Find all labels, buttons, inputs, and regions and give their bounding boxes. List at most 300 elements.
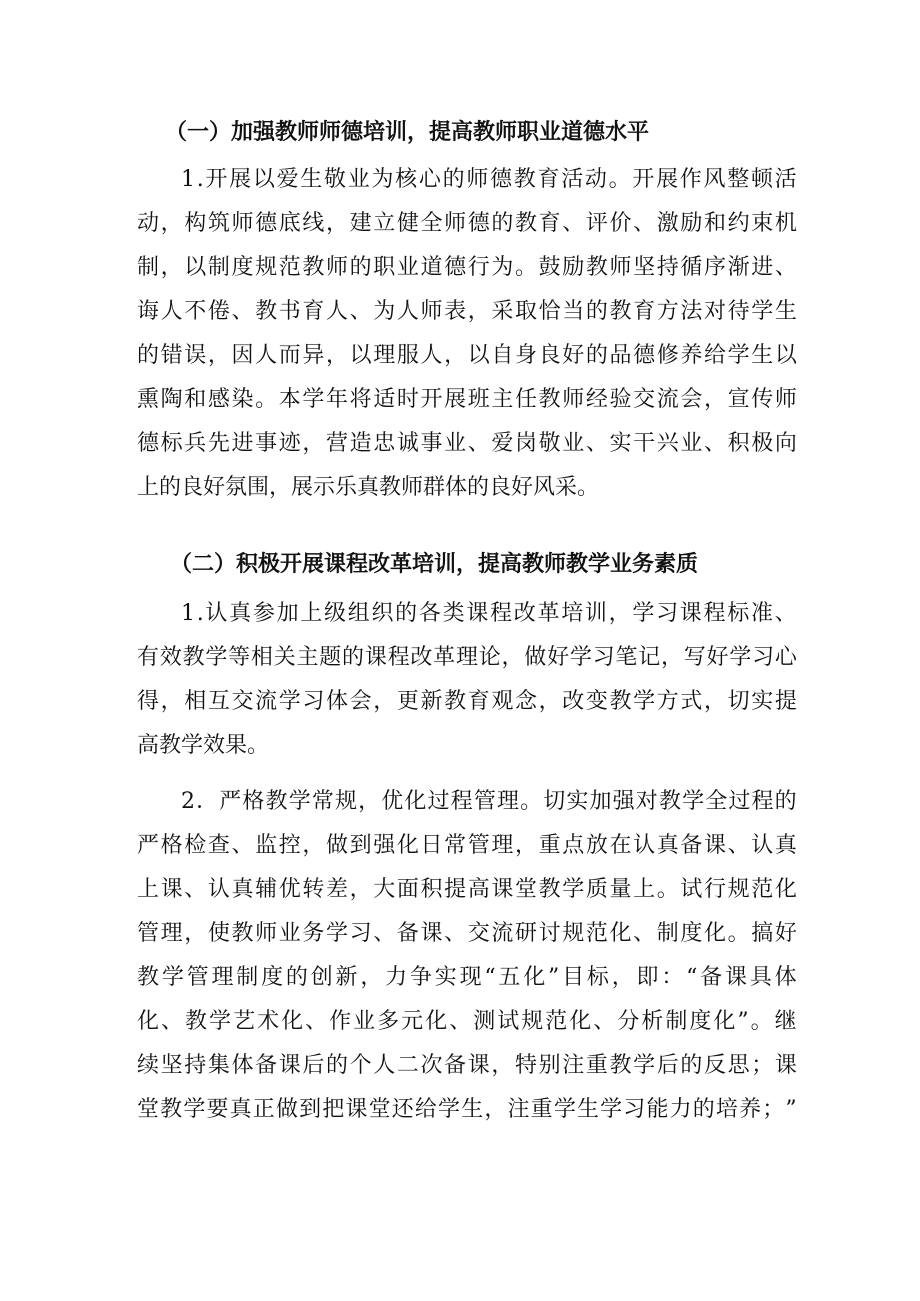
line-char: 笔 <box>615 645 638 670</box>
line-char: ， <box>704 387 727 412</box>
line-char: 监 <box>255 833 278 858</box>
line-char: 范 <box>545 1009 568 1034</box>
line-char: 将 <box>349 387 372 412</box>
line-char: 行 <box>704 877 727 902</box>
line-char: 方 <box>656 299 679 324</box>
line-char: ， <box>184 921 207 946</box>
line-char: 重 <box>530 1097 553 1122</box>
line-char: 流 <box>491 921 514 946</box>
line-char: 课 <box>725 965 748 990</box>
line-char: 各 <box>418 601 441 626</box>
line-char: ； <box>762 1097 785 1122</box>
line-char: 1 <box>181 167 195 192</box>
line-char: 。 <box>515 255 538 280</box>
line-char: 制 <box>137 255 160 280</box>
line-char: 好 <box>706 645 729 670</box>
line-char: 重 <box>585 1053 608 1078</box>
line-char: 真 <box>656 833 679 858</box>
line-char: 优 <box>278 877 301 902</box>
line-char: 渐 <box>727 255 750 280</box>
line-char: 度 <box>680 921 703 946</box>
line-char: 师 <box>420 299 443 324</box>
line-char: 、 <box>774 255 797 280</box>
line-char: 常 <box>311 789 334 814</box>
line-char: ， <box>160 689 183 714</box>
line-char: 标 <box>586 965 609 990</box>
line-char: 分 <box>617 1009 640 1034</box>
line-char: 书 <box>278 299 301 324</box>
line-char: 采 <box>491 299 514 324</box>
line-char: 活 <box>774 167 797 192</box>
line-char: 习 <box>656 601 679 626</box>
line-char: 习 <box>752 645 775 670</box>
line-char: 人 <box>255 343 278 368</box>
line-char: 得 <box>137 689 160 714</box>
line-char: 敬 <box>324 167 347 192</box>
line-char: 待 <box>727 299 750 324</box>
line-char: 、 <box>633 921 656 946</box>
line-char: 互 <box>207 689 230 714</box>
line-char: 优 <box>381 789 404 814</box>
line-char: 、 <box>467 431 490 456</box>
line-char: 到 <box>299 1097 322 1122</box>
line-char: 的 <box>774 789 797 814</box>
line-char: 管 <box>467 833 490 858</box>
line-char: 堂 <box>137 1097 160 1122</box>
line-char: 体 <box>774 965 797 990</box>
line-char: 不 <box>184 299 207 324</box>
line-char: 师 <box>562 387 585 412</box>
line-char: 把 <box>322 1097 345 1122</box>
line-char: 制 <box>236 965 259 990</box>
line-char: 。 <box>520 789 543 814</box>
line-char: 育 <box>302 299 325 324</box>
line-char: 敬 <box>538 431 561 456</box>
line-char: 、 <box>373 921 396 946</box>
line-char: 的 <box>137 343 160 368</box>
line-char: 真 <box>231 877 254 902</box>
line-char: 认 <box>207 877 230 902</box>
line-char: 教 <box>609 299 632 324</box>
line-char: 持 <box>656 255 679 280</box>
line-char: 筑 <box>207 211 230 236</box>
line-char: 习 <box>349 921 372 946</box>
line-char: 力 <box>669 1097 692 1122</box>
line-char: 标 <box>160 431 183 456</box>
line-char: 重 <box>538 833 561 858</box>
line-char: 生 <box>461 1097 484 1122</box>
line-char: 宣 <box>727 387 750 412</box>
line-char: 备 <box>700 965 723 990</box>
line-char: 极 <box>751 431 774 456</box>
line-char: 迹 <box>278 431 301 456</box>
line-char: 兴 <box>656 431 679 456</box>
line-char: 教 <box>515 211 538 236</box>
line-char: 建 <box>349 211 372 236</box>
line-char: ， <box>467 299 490 324</box>
line-char: 实 <box>566 789 589 814</box>
line-char: 教 <box>302 255 325 280</box>
paragraph-line <box>137 824 797 868</box>
line-char: ， <box>349 877 372 902</box>
line-char: 新 <box>420 689 443 714</box>
line-char: 主 <box>491 387 514 412</box>
line-char: 转 <box>302 877 325 902</box>
line-char: 查 <box>207 833 230 858</box>
line-char: 课 <box>160 877 183 902</box>
line-char: 交 <box>231 689 254 714</box>
line-char: 学 <box>633 689 656 714</box>
line-char: 、 <box>231 833 254 858</box>
line-char: 化 <box>281 1009 304 1034</box>
line-char: 培 <box>715 1097 738 1122</box>
line-char: 育 <box>537 167 560 192</box>
line-char: 师 <box>609 255 632 280</box>
line-char: 理 <box>491 833 514 858</box>
line-char: 任 <box>515 387 538 412</box>
paragraph-line <box>137 1000 797 1044</box>
line-char: 织 <box>371 601 394 626</box>
line-char: 管 <box>186 965 209 990</box>
line-char: 人 <box>420 343 443 368</box>
line-char: 异 <box>302 343 325 368</box>
line-char: 和 <box>704 211 727 236</box>
line-char: 心 <box>418 167 441 192</box>
line-char: 、 <box>444 921 467 946</box>
line-char: 等 <box>228 645 251 670</box>
line-char: 上 <box>137 877 160 902</box>
line-char: 到 <box>349 833 372 858</box>
line-char: 激 <box>656 211 679 236</box>
line-char: 范 <box>585 921 608 946</box>
line-char: 程 <box>703 601 726 626</box>
line-char: 班 <box>467 387 490 412</box>
line-char: 健 <box>396 211 419 236</box>
line-char: 别 <box>538 1053 561 1078</box>
line-char: 写 <box>683 645 706 670</box>
line-char: 程 <box>387 645 410 670</box>
line-char: 业 <box>396 255 419 280</box>
line-char: ， <box>491 1053 514 1078</box>
line-char: 多 <box>377 1009 400 1034</box>
line-char: 为 <box>371 167 394 192</box>
line-char: 组 <box>347 601 370 626</box>
line-char: 积 <box>727 431 750 456</box>
section-heading: （一）加强教师师德培训，提高教师职业道德水平 <box>165 119 650 145</box>
line-char: 而 <box>278 343 301 368</box>
paragraph <box>137 780 797 1132</box>
line-char: 师 <box>326 255 349 280</box>
line-char: 教 <box>609 1053 632 1078</box>
line-char: 规 <box>521 1009 544 1034</box>
line-char: 高 <box>467 877 490 902</box>
line-char: ” <box>785 1097 797 1122</box>
line-char: 化 <box>523 965 546 990</box>
line-char: 的 <box>342 645 365 670</box>
line-char: 育 <box>538 211 561 236</box>
line-char: 错 <box>160 343 183 368</box>
paragraph-line <box>137 1088 797 1132</box>
line-char: 线 <box>302 211 325 236</box>
line-char: 取 <box>515 299 538 324</box>
line-char: ， <box>373 689 396 714</box>
line-char: 坚 <box>160 1053 183 1078</box>
line-char: 化 <box>137 1009 160 1034</box>
line-char: 改 <box>410 645 433 670</box>
line-char: 学 <box>553 1097 576 1122</box>
line-char: 规 <box>334 789 357 814</box>
paragraph-line <box>137 422 797 466</box>
line-char: 化 <box>713 1009 736 1034</box>
line-char: ， <box>160 255 183 280</box>
line-char: 开 <box>420 387 443 412</box>
line-char: 式 <box>680 689 703 714</box>
line-char: 本 <box>278 387 301 412</box>
line-char: 以 <box>349 343 372 368</box>
line-char: 自 <box>491 343 514 368</box>
line-char: 学 <box>633 1053 656 1078</box>
line-char: 好 <box>774 921 797 946</box>
line-char: 范 <box>278 255 301 280</box>
line-char: 对 <box>704 299 727 324</box>
line-char: 化 <box>704 921 727 946</box>
line-char: 生 <box>774 299 797 324</box>
line-char: 年 <box>326 387 349 412</box>
line-char: 作 <box>679 167 702 192</box>
line-char: . <box>196 167 204 192</box>
line-char: 人 <box>373 1053 396 1078</box>
line-char: 事 <box>420 431 443 456</box>
line-char: 效 <box>159 645 182 670</box>
line-char: 经 <box>585 387 608 412</box>
line-char: 课 <box>467 1053 490 1078</box>
line-char: 学 <box>569 645 592 670</box>
line-char: 师 <box>444 211 467 236</box>
line-char: 生 <box>751 343 774 368</box>
line-char: 教 <box>185 1009 208 1034</box>
line-char: 爱 <box>276 167 299 192</box>
line-char: 实 <box>609 431 632 456</box>
line-char: 提 <box>774 689 797 714</box>
line-char: 理 <box>373 343 396 368</box>
line-char: 动 <box>137 211 160 236</box>
line-char: 题 <box>319 645 342 670</box>
line-char: 诚 <box>396 431 419 456</box>
line-char: 心 <box>774 645 797 670</box>
paragraph-line <box>137 202 797 246</box>
line-char: 体 <box>326 689 349 714</box>
line-char: 动 <box>584 167 607 192</box>
paragraph-line <box>137 466 797 510</box>
line-char: 德 <box>255 211 278 236</box>
paragraph-line <box>137 636 797 680</box>
line-char: 展 <box>229 167 252 192</box>
line-char: 、 <box>349 299 372 324</box>
line-char: 反 <box>704 1053 727 1078</box>
line-char: 教 <box>265 789 288 814</box>
line-char: ， <box>515 833 538 858</box>
line-char: 相 <box>250 645 273 670</box>
line-char: 讨 <box>538 921 561 946</box>
line-char: 强 <box>373 833 396 858</box>
line-char: 活 <box>561 167 584 192</box>
line-char: 续 <box>137 1053 160 1078</box>
line-char: 真 <box>229 1097 252 1122</box>
line-char: 师 <box>466 167 489 192</box>
line-char: 、 <box>449 1009 472 1034</box>
line-char: 业 <box>353 1009 376 1034</box>
line-char: 记 <box>638 645 661 670</box>
paragraph-line <box>137 956 797 1000</box>
line-char: 特 <box>515 1053 538 1078</box>
line-char: 切 <box>727 689 750 714</box>
line-char: 堂 <box>368 1097 391 1122</box>
line-char: 大 <box>373 877 396 902</box>
line-char: 师 <box>231 211 254 236</box>
line-char: 进 <box>231 431 254 456</box>
line-char: 课 <box>345 1097 368 1122</box>
paragraph-line <box>137 912 797 956</box>
line-char: 序 <box>704 255 727 280</box>
line-char: 表 <box>444 299 467 324</box>
line-char: 堂 <box>515 877 538 902</box>
line-char: 测 <box>473 1009 496 1034</box>
line-char: ， <box>704 689 727 714</box>
line-char: 体 <box>231 1053 254 1078</box>
line-char: 传 <box>751 387 774 412</box>
line-char: 养 <box>739 1097 762 1122</box>
line-char: 做 <box>524 645 547 670</box>
paragraph-line <box>137 780 797 824</box>
line-char: 级 <box>324 601 347 626</box>
line-char: 真 <box>229 601 252 626</box>
line-char: 提 <box>444 877 467 902</box>
line-char: 正 <box>252 1097 275 1122</box>
line-char: 、 <box>305 1009 328 1034</box>
line-char: ， <box>326 343 349 368</box>
line-char: 德 <box>137 431 160 456</box>
line-char: 认 <box>751 833 774 858</box>
line-char: 试 <box>497 1009 520 1034</box>
line-char: 评 <box>585 211 608 236</box>
line-char: 以 <box>467 343 490 368</box>
line-char: 管 <box>137 921 160 946</box>
line-char: 。 <box>727 921 750 946</box>
line-char: 课 <box>704 833 727 858</box>
line-char: 化 <box>404 789 427 814</box>
paragraph-line <box>137 680 797 724</box>
line-char: 的 <box>326 1053 349 1078</box>
line-char: 具 <box>749 965 772 990</box>
line-char: 革 <box>433 645 456 670</box>
line-char: 培 <box>561 601 584 626</box>
line-char: 实 <box>751 689 774 714</box>
line-char: 熏 <box>137 387 160 412</box>
line-char: 教 <box>609 689 632 714</box>
line-char: 规 <box>255 255 278 280</box>
line-char: ， <box>302 833 325 858</box>
line-char: 过 <box>427 789 450 814</box>
line-char: 标 <box>727 601 750 626</box>
line-char: 课 <box>466 601 489 626</box>
line-char: 教 <box>513 167 536 192</box>
line-char: 后 <box>302 1053 325 1078</box>
line-char: 学 <box>326 921 349 946</box>
line-char: 范 <box>751 877 774 902</box>
line-char: 学 <box>302 387 325 412</box>
line-char: 先 <box>207 431 230 456</box>
line-char: 教 <box>255 299 278 324</box>
line-char: ” <box>737 1009 749 1034</box>
paragraph-line <box>137 334 797 378</box>
line-char: 注 <box>507 1097 530 1122</box>
line-char: 。 <box>255 387 278 412</box>
line-char: 循 <box>680 255 703 280</box>
line-char: 程 <box>450 789 473 814</box>
line-char: 上 <box>633 877 656 902</box>
line-char: 业 <box>347 167 370 192</box>
line-char: 法 <box>680 299 703 324</box>
line-char: 会 <box>680 387 703 412</box>
line-char: 诲 <box>137 299 160 324</box>
line-char: 课 <box>774 1053 797 1078</box>
line-char: 给 <box>704 343 727 368</box>
line-char: 顿 <box>750 167 773 192</box>
line-char: 继 <box>774 1009 797 1034</box>
line-char: 好 <box>547 645 570 670</box>
line-char: 对 <box>635 789 658 814</box>
line-char: 学 <box>209 1009 232 1034</box>
line-char: 学 <box>438 1097 461 1122</box>
line-char: 主 <box>296 645 319 670</box>
line-char: ， <box>608 601 631 626</box>
line-char: 爱 <box>491 431 514 456</box>
line-char: 业 <box>278 921 301 946</box>
line-char: 感 <box>207 387 230 412</box>
line-char: 。 <box>656 877 679 902</box>
line-char: 集 <box>207 1053 230 1078</box>
line-char: 教 <box>160 1097 183 1122</box>
line-char: 坚 <box>633 255 656 280</box>
line-char: 良 <box>538 343 561 368</box>
line-char: 搞 <box>751 921 774 946</box>
line-char: 能 <box>646 1097 669 1122</box>
line-char: 认 <box>205 601 228 626</box>
line-char: 习 <box>623 1097 646 1122</box>
line-char: 、 <box>184 877 207 902</box>
line-char: ， <box>326 211 349 236</box>
line-char: 即 <box>636 965 659 990</box>
paragraph-line <box>137 246 797 290</box>
line-char: 为 <box>491 255 514 280</box>
line-char: 、 <box>562 211 585 236</box>
line-char: 习 <box>592 645 615 670</box>
line-char: 生 <box>300 167 323 192</box>
line-char: 术 <box>257 1009 280 1034</box>
line-char: 的 <box>491 211 514 236</box>
paragraph <box>137 592 797 768</box>
line-char: ， <box>501 645 524 670</box>
line-char: 革 <box>537 601 560 626</box>
line-char: 立 <box>373 211 396 236</box>
line-char: 的 <box>349 255 372 280</box>
line-char: 管 <box>473 789 496 814</box>
line-char: 学 <box>729 645 752 670</box>
line-char: 业 <box>444 431 467 456</box>
line-char: 程 <box>751 789 774 814</box>
line-char: 辅 <box>255 877 278 902</box>
line-char: 更 <box>396 689 419 714</box>
